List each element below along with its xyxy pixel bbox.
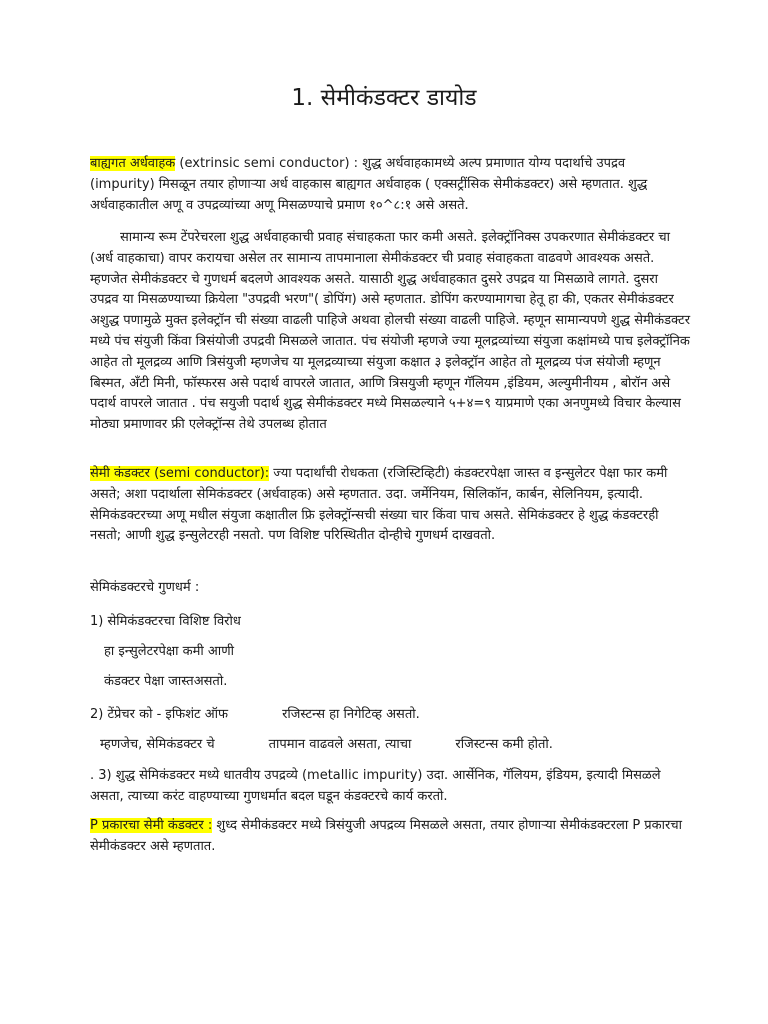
p-type-paragraph (90, 816, 690, 858)
property-2-line-1 (90, 705, 420, 725)
extrinsic-text: (extrinsic semi conductor) : शुद्ध अर्धवाहकामध्ये अल्प प्रमाणात योग्य पदार्थाचे उपद्रव (impurity) मिसळून तयार होणाऱ्या अर्ध वाहकास बाह्यगत अर्धवाहक ( एक्सट्रींसिक सेमीकंडक्टर) असे म्हणतात. शुद्ध अर्धवाहकातील अणू व उपद्रव्यांच्या अणू मिसळण्याचे प्रमाण १०^८:१ असे असते. (90, 156, 648, 213)
property-2-part-d: तापमान वाढवले असता, त्याचा (268, 737, 412, 752)
page-title: 1. सेमीकंडक्टर डायोड (291, 85, 477, 111)
property-1-heading: 1) सेमिकंडक्टरचा विशिष्ट विरोध (90, 614, 241, 629)
property-3-paragraph: . 3) शुद्ध सेमिकंडक्टर मध्ये धातवीय उपद्रव्ये (metallic impurity) उदा. आर्सेनिक, गॅलियम, इंडियम, इत्यादी मिसळले असता, त्याच्या करंट वाहण्याच्या गुणधर्मात बदल घडून कंडक्टरचे कार्य करतो. (90, 768, 661, 804)
property-2-part-b: रजिस्टन्स हा निगेटिव्ह असतो. (282, 707, 420, 722)
semiconductor-paragraph (90, 464, 690, 547)
property-2-part-a: 2) टेंप्रेचर को - इफिशंट ऑफ (90, 707, 229, 722)
property-1-line-1: हा इन्सुलेटरपेक्षा कमी आणी (104, 644, 234, 659)
semiconductor-term-highlight: सेमी कंडक्टर (semi conductor): (90, 466, 270, 481)
semiconductor-text: ज्या पदार्थांची रोधकता (रजिस्टिव्हिटी) कंडक्टरपेक्षा जास्त व इन्सुलेटर पेक्षा फार कमी असते; अशा पदार्थाला सेमिकंडक्टर (अर्धवाहक) असे म्हणतात. उदा. जर्मेनियम, सिलिकॉन, कार्बन, सेलिनियम, इत्यादी. सेमिकंडक्टरच्या अणू मधील संयुजा कक्षातील फ्रि इलेक्ट्रॉन्सची संख्या चार किंवा पाच असते. सेमिकंडक्टर हे शुद्ध कंडक्टरही नसतो; आणी शुद्ध इन्सुलेटरही नसतो. पण विशिष्ट परिस्थितीत दोन्हीचे गुणधर्म दाखवतो. (90, 466, 668, 544)
property-2-line-2 (100, 735, 553, 755)
extrinsic-paragraph (90, 154, 690, 216)
property-2-part-c: म्हणजेच, सेमिकंडक्टर चे (100, 737, 215, 752)
properties-heading: सेमिकंडक्टरचे गुणधर्म : (90, 580, 200, 595)
p-type-term-highlight: P प्रकारचा सेमी कंडक्टर : (90, 818, 213, 833)
property-1-line-2: कंडक्टर पेक्षा जास्तअसतो. (104, 674, 228, 689)
p-type-text: शुध्द सेमीकंडक्टर मध्ये त्रिसंयुजी अपद्रव्य मिसळले असता, तयार होणाऱ्या सेमीकंडक्टरला P प्रकारचा सेमीकंडक्टर असे म्हणतात. (90, 818, 682, 854)
extrinsic-term-highlight: बाह्यगत अर्धवाहक (90, 156, 176, 171)
doping-paragraph: सामान्य रूम टेंपरेचरला शुद्ध अर्धवाहकाची प्रवाह संचाहकता फार कमी असते. इलेक्ट्रॉनिक्स उपकरणात सेमीकंडक्टर चा (अर्ध वाहकाचा) वापर करायचा असेल तर सामान्य तापमानाला सेमीकंडक्टर ची प्रवाह संवाहकता वाढवणे आवश्यक असते. म्हणजेत सेमीकंडक्टर चे गुणधर्म बदलणे आवश्यक असते. यासाठी शुद्ध अर्धवाहकात दुसरे उपद्रव या मिसळावे लागते. दुसरा उपद्रव या मिसळण्याच्या क्रियेला "उपद्रवी भरण"( डोपिंग) असे म्हणतात. डोपिंग करण्यामागचा हेतू हा की, एकतर सेमीकंडक्टर अशुद्ध पणामुळे मुक्त इलेक्ट्रॉन ची संख्या वाढली पाहिजे अथवा होलची संख्या वाढली पाहिजे. म्हणून सामान्यपणे शुद्ध सेमीकंडक्टर मध्ये पंच संयुजी किंवा त्रिसंयोजी उपद्रवी मिसळले जातात. पंच संयोजी म्हणजे ज्या मूलद्रव्यांच्या संयुजा कक्षांमध्ये पाच इलेक्ट्रॉनिक आहेत तो मूलद्रव्य आणि त्रिसंयुजी म्हणजेच या मूलद्रव्याच्या संयुजा कक्षात ३ इलेक्ट्रॉन आहेत तो मूलद्रव्य पंज संयोजी म्हणून बिस्मत, ॲंटी मिनी, फॉस्फरस असे पदार्थ वापरले जातात, आणि त्रिसयुजी म्हणून गॅलियम ,इंडियम, अल्युमीनीयम , बोरॉन असे पदार्थ वापरले जातात . पंच सयुजी पदार्थ शुद्ध सेमीकंडक्टर मध्ये मिसळल्याने ५+४=९ याप्रमाणे एका अनणुमध्ये विचार केल्यास मोठ्या प्रमाणावर फ्री एलेक्ट्रॉन्स तेथे उपलब्ध होतात (90, 230, 691, 433)
property-2-part-e: रजिस्टन्स कमी होतो. (455, 737, 553, 752)
